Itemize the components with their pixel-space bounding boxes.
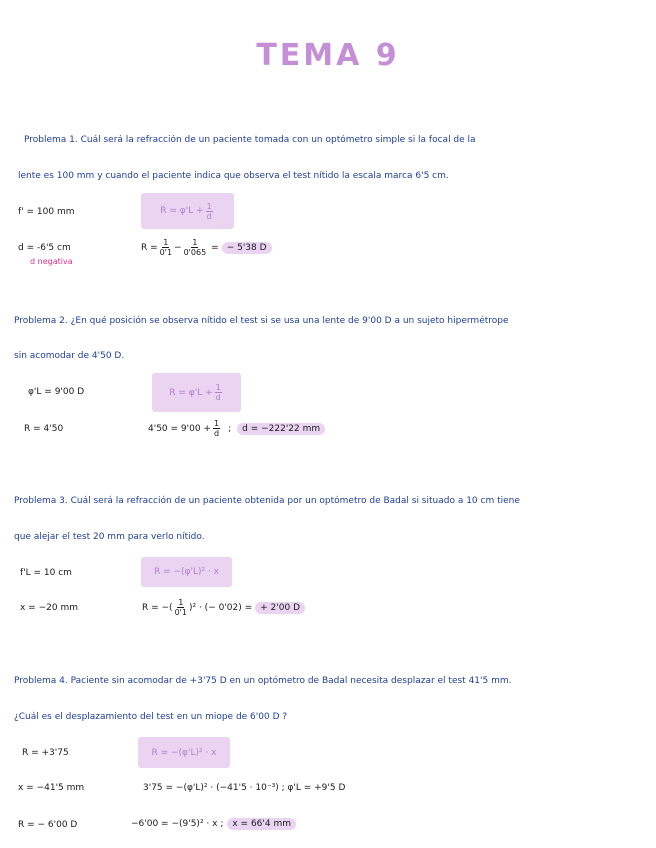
p1-focal-value: f' = 100 mm bbox=[18, 207, 75, 217]
p4-calculation-1: 3'75 = −(φ'L)² · (−41'5 · 10⁻³) ; φ'L = +9'5 D bbox=[143, 783, 346, 793]
p2-calc-den: d bbox=[213, 429, 220, 438]
p3-calc-fraction bbox=[175, 598, 187, 617]
p4-displacement-value: x = −41'5 mm bbox=[18, 783, 85, 793]
p3-formula-box: R = −(φ'L)² · x bbox=[141, 557, 232, 587]
p3-calc-lhs: R = −( bbox=[142, 602, 173, 613]
p1-formula-box bbox=[141, 193, 234, 229]
problem-4-statement-line-1: Problema 4. Paciente sin acomodar de +3'75 D en un optómetro de Badal necesita desplazar el test 41'5 mm. bbox=[14, 676, 512, 686]
p3-displacement-value: x = −20 mm bbox=[20, 603, 78, 613]
p1-calc-fraction-2 bbox=[184, 238, 207, 257]
problem-3-statement-line-1: Problema 3. Cuál será la refracción de un paciente obtenida por un optómetro de Badal si situado a 10 cm tiene bbox=[14, 496, 520, 506]
p1-calc-minus: − bbox=[174, 242, 182, 253]
problem-3-statement-line-2: que alejar el test 20 mm para verlo nítido. bbox=[14, 532, 205, 542]
p1-calculation bbox=[141, 238, 272, 257]
p3-result: + 2'00 D bbox=[255, 602, 305, 614]
p2-power-value: φ'L = 9'00 D bbox=[28, 387, 85, 397]
p3-calc-num: 1 bbox=[178, 598, 184, 607]
p1-calc-f1-num: 1 bbox=[163, 238, 169, 247]
p1-formula-fraction bbox=[206, 202, 213, 221]
p2-refraction-value: R = 4'50 bbox=[24, 424, 64, 434]
p3-calc-rhs: )² · (− 0'02) = bbox=[188, 602, 253, 613]
p2-result: d = −222'22 mm bbox=[237, 423, 325, 435]
p1-calc-equals: = bbox=[211, 242, 219, 253]
p3-calculation bbox=[142, 598, 305, 617]
p1-calc-lhs: R = bbox=[141, 242, 158, 253]
p4-result: x = 66'4 mm bbox=[227, 818, 296, 830]
problem-2-statement-line-1: Problema 2. ¿En qué posición se observa nítido el test si se usa una lente de 9'00 D a un sujeto hipermétrope bbox=[14, 316, 509, 326]
problem-1-statement-line-1: Problema 1. Cuál será la refracción de un paciente tomada con un optómetro simple si la focal de la bbox=[24, 135, 476, 145]
p2-formula-lhs: R = φ'L + bbox=[169, 387, 213, 398]
p2-calc-fraction bbox=[213, 419, 220, 438]
p3-calc-den: 0'1 bbox=[174, 608, 187, 617]
p2-calc-separator: ; bbox=[228, 423, 232, 434]
p2-calc-num: 1 bbox=[213, 419, 220, 428]
p1-result: − 5'38 D bbox=[222, 242, 272, 254]
problem-2-statement-line-2: sin acomodar de 4'50 D. bbox=[14, 351, 125, 361]
p4-calculation-2 bbox=[131, 818, 296, 830]
p1-calc-f2-num: 1 bbox=[192, 238, 198, 247]
p1-calc-f1-den: 0'1 bbox=[159, 248, 173, 257]
p4-refraction-value: R = +3'75 bbox=[22, 748, 69, 758]
p2-calc-text: 4'50 = 9'00 + bbox=[148, 423, 211, 434]
p2-formula-den: d bbox=[215, 393, 221, 402]
p4-myope-refraction: R = − 6'00 D bbox=[18, 820, 78, 830]
p1-calc-f2-den: 0'065 bbox=[183, 248, 207, 257]
page-title: TEMA 9 bbox=[256, 38, 400, 73]
p1-formula-lhs: R = φ'L + bbox=[160, 206, 204, 216]
p2-formula-fraction bbox=[215, 383, 222, 402]
p2-formula-num: 1 bbox=[215, 383, 221, 392]
p2-formula-box bbox=[152, 373, 241, 412]
p1-calc-fraction-1 bbox=[160, 238, 172, 257]
p2-calculation bbox=[148, 419, 325, 438]
p4-calc2-text: −6'00 = −(9'5)² · x ; bbox=[131, 819, 224, 829]
p1-distance-value: d = -6'5 cm bbox=[18, 243, 71, 253]
p4-formula-box: R = −(φ'L)² · x bbox=[138, 737, 230, 768]
p1-formula-num: 1 bbox=[206, 201, 212, 211]
p1-formula-den: d bbox=[206, 211, 212, 221]
p3-focal-value: f'L = 10 cm bbox=[20, 568, 72, 578]
problem-1-statement-line-2: lente es 100 mm y cuando el paciente indica que observa el test nítido la escala marca 6'5 cm. bbox=[18, 171, 449, 181]
p1-distance-note: d negativa bbox=[30, 257, 73, 266]
problem-4-statement-line-2: ¿Cuál es el desplazamiento del test en un miope de 6'00 D ? bbox=[14, 712, 288, 722]
